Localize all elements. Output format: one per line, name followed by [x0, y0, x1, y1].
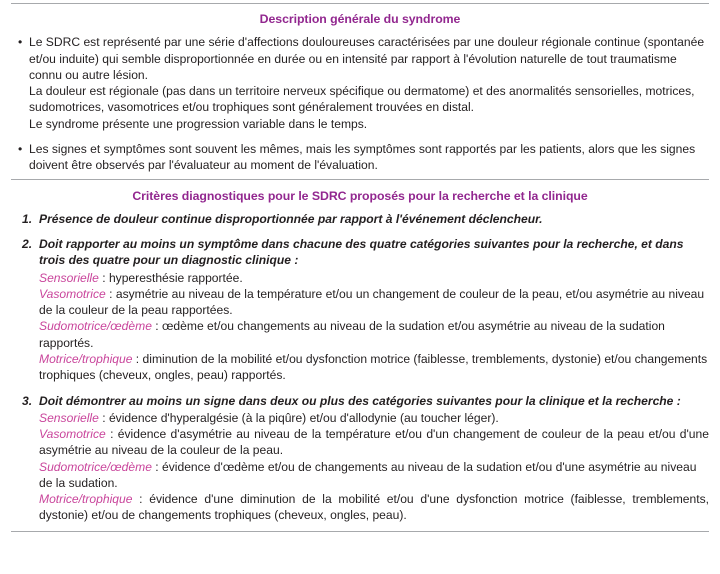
criterion-item — [11, 211, 709, 227]
category-line — [39, 270, 709, 286]
category-label: Motrice/trophique — [39, 351, 133, 366]
criterion-number: 1. — [22, 211, 33, 226]
category-text: évidence d'œdème et/ou de changements au niveau de la sudation et/ou d'une asymétrie au niveau de la sudation. — [39, 459, 697, 490]
category-line — [39, 318, 709, 351]
criterion-number: 2. — [22, 237, 33, 252]
category-line — [39, 351, 709, 384]
middle-divider-rule — [11, 179, 709, 180]
category-label: Sudomotrice/œdème — [39, 459, 152, 474]
criterion-lead-text: Doit rapporter au moins un symptôme dans chacune des quatre catégories suivantes pour la recherche, et dans trois des quatre pour un diagnostic clinique : — [39, 237, 684, 268]
category-separator: : — [132, 492, 150, 507]
category-label: Vasomotrice — [39, 286, 106, 301]
paragraph: La douleur est régionale (pas dans un territoire nerveux spécifique ou dermatome) et des anormalités sensorielles, motrices, sudomotrices, vasomotrices et/ou trophiques sont généralement trouvées en distal. — [29, 84, 695, 115]
category-label: Sudomotrice/œdème — [39, 319, 152, 334]
bottom-divider-rule — [11, 531, 709, 532]
category-label: Motrice/trophique — [39, 492, 133, 507]
category-text: hyperesthésie rapportée. — [108, 270, 243, 285]
category-separator: : — [151, 459, 163, 474]
bullet-dot-icon: • — [18, 35, 23, 50]
criterion-categories — [39, 410, 709, 524]
criterion-item — [11, 393, 709, 524]
category-line — [39, 410, 709, 426]
category-label: Vasomotrice — [39, 427, 106, 442]
criterion-lead-text: Doit démontrer au moins un signe dans deux ou plus des catégories suivantes pour la clinique et la recherche : — [39, 393, 681, 408]
criterion-lead-text: Présence de douleur continue disproportionnée par rapport à l'événement déclencheur. — [39, 211, 543, 226]
criterion-number: 3. — [22, 393, 33, 408]
section-general-description — [11, 12, 709, 173]
list-item — [11, 34, 709, 132]
paragraph: Les signes et symptômes sont souvent les mêmes, mais les symptômes sont rapportés par les patients, alors que les signes doivent être observés par l'évaluateur au moment de l'évaluation. — [29, 141, 696, 173]
category-label: Sensorielle — [39, 270, 99, 285]
bullet-dot-icon: • — [18, 141, 23, 156]
paragraph: Le syndrome présente une progression variable dans le temps. — [29, 116, 368, 131]
criterion-item — [11, 236, 709, 383]
section-title-diagnostic-criteria: Critères diagnostiques pour le SDRC proposés pour la recherche et la clinique — [132, 189, 588, 204]
category-line — [39, 426, 709, 459]
criteria-list — [11, 211, 709, 524]
category-text: évidence d'asymétrie au niveau de la température et/ou d'un changement de couleur de la peau et/ou d'une asymétrie au niveau de la couleur de la peau. — [39, 427, 709, 458]
category-separator: : — [105, 286, 116, 301]
category-separator: : — [105, 427, 118, 442]
document-page — [0, 3, 720, 574]
top-divider-rule — [11, 3, 709, 4]
section-title-general-description: Description générale du syndrome — [259, 12, 461, 26]
general-description-body — [11, 34, 709, 173]
category-line — [39, 459, 709, 492]
criterion-categories — [39, 270, 709, 384]
category-text: œdème et/ou changements au niveau de la sudation et/ou asymétrie au niveau de la sudation rapportés. — [39, 319, 665, 350]
list-item — [11, 141, 709, 174]
paragraph: Le SDRC est représenté par une série d'affections douloureuses caractérisées par une douleur régionale continue (spontanée et/ou induite) qui semble disproportionnée en durée ou en intensité par rapport à l'évolution naturelle de tout traumatisme connu ou autre lésion. — [29, 35, 705, 82]
list-spacer — [11, 134, 709, 141]
category-separator: : — [98, 410, 109, 425]
category-separator: : — [151, 319, 163, 334]
category-text: asymétrie au niveau de la température et/ou un changement de couleur de la peau, et/ou asymétrie au niveau de la couleur de la peau rapportées. — [39, 286, 705, 318]
category-text: évidence d'une diminution de la mobilité et/ou d'une dysfonction motrice (faiblesse, tremblements, dystonie) et/ou de changements trophiques (cheveux, ongles, peau). — [39, 492, 709, 523]
category-label: Sensorielle — [39, 410, 99, 425]
category-separator: : — [132, 351, 143, 366]
category-separator: : — [98, 270, 109, 285]
section-diagnostic-criteria — [11, 189, 709, 523]
category-text: diminution de la mobilité et/ou dysfonction motrice (faiblesse, tremblements, dystonie) et/ou changements trophiques (cheveux, ongles, peau) rapportés. — [39, 351, 708, 383]
category-line — [39, 491, 709, 524]
category-text: évidence d'hyperalgésie (à la piqûre) et/ou d'allodynie (au toucher léger). — [108, 410, 499, 425]
category-line — [39, 286, 709, 319]
